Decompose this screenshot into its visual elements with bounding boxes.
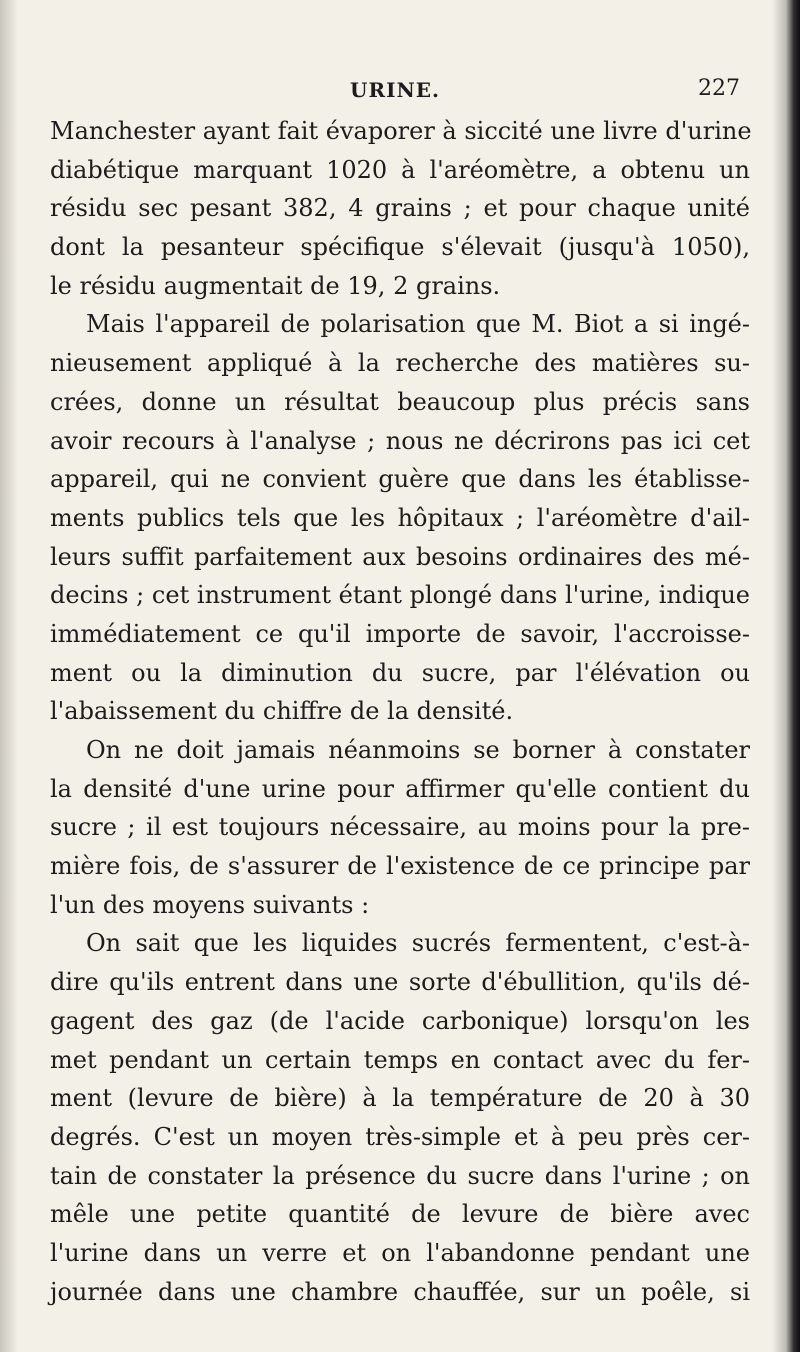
text-line: sucre ; il est toujours nécessaire, au moins pour la pre- xyxy=(50,813,750,842)
text-line: l'urine dans un verre et on l'abandonne pendant une xyxy=(50,1238,750,1267)
page-left-edge xyxy=(0,0,18,1352)
text-line: On ne doit jamais néanmoins se borner à constater xyxy=(86,736,750,764)
text-line: degrés. C'est un moyen très-simple et à peu près cer- xyxy=(50,1122,750,1151)
text-line: immédiatement ce qu'il importe de savoir, l'accroisse- xyxy=(50,619,750,648)
page-number: 227 xyxy=(698,76,740,101)
text-line: gagent des gaz (de l'acide carbonique) lorsqu'on les xyxy=(50,1006,750,1035)
text-line: résidu sec pesant 382, 4 grains ; et pour chaque unité xyxy=(50,194,750,223)
text-line: ment ou la diminution du sucre, par l'élévation ou xyxy=(50,658,750,687)
text-line: journée dans une chambre chauffée, sur un poêle, si xyxy=(50,1277,750,1306)
text-line: avoir recours à l'analyse ; nous ne décrirons pas ici cet xyxy=(50,426,750,455)
text-line: dont la pesanteur spécifique s'élevait (jusqu'à 1050), xyxy=(50,233,750,262)
page-right-edge xyxy=(772,0,800,1352)
text-line: decins ; cet instrument étant plongé dans l'urine, indique xyxy=(50,581,750,610)
text-line: met pendant un certain temps en contact avec du fer- xyxy=(50,1045,750,1074)
text-line: leurs suffit parfaitement aux besoins ordinaires des mé- xyxy=(50,542,750,571)
running-head xyxy=(50,68,740,108)
text-line: diabétique marquant 1020 à l'aréomètre, a obtenu un xyxy=(50,155,750,184)
text-line: mière fois, de s'assurer de l'existence de ce principe par xyxy=(50,852,750,881)
text-line: Mais l'appareil de polarisation que M. Biot a si ingé- xyxy=(86,310,750,339)
text-line: ments publics tels que les hôpitaux ; l'aréomètre d'ail- xyxy=(50,503,750,532)
text-line: dire qu'ils entrent dans une sorte d'ébullition, qu'ils dé- xyxy=(50,968,750,997)
text-line: appareil, qui ne convient guère que dans les établisse- xyxy=(50,465,750,494)
text-line: crées, donne un résultat beaucoup plus précis sans xyxy=(50,387,750,416)
text-line: ment (levure de bière) à la température de 20 à 30 xyxy=(50,1084,750,1113)
text-line: mêle une petite quantité de levure de bière avec xyxy=(50,1200,750,1229)
body-text xyxy=(50,112,750,1311)
text-line: tain de constater la présence du sucre dans l'urine ; on xyxy=(50,1161,750,1190)
text-line: l'abaissement du chiffre de la densité. xyxy=(50,697,514,726)
text-line: nieusement appliqué à la recherche des matières su- xyxy=(50,349,750,378)
text-line: le résidu augmentait de 19, 2 grains. xyxy=(50,271,501,300)
running-title: URINE. xyxy=(350,78,440,102)
text-line: l'un des moyens suivants : xyxy=(50,890,370,919)
text-line: la densité d'une urine pour affirmer qu'elle contient du xyxy=(50,774,750,803)
text-line: On sait que les liquides sucrés fermentent, c'est-à- xyxy=(86,929,750,958)
text-line: Manchester ayant fait évaporer à siccité une livre d'urine xyxy=(50,117,752,145)
